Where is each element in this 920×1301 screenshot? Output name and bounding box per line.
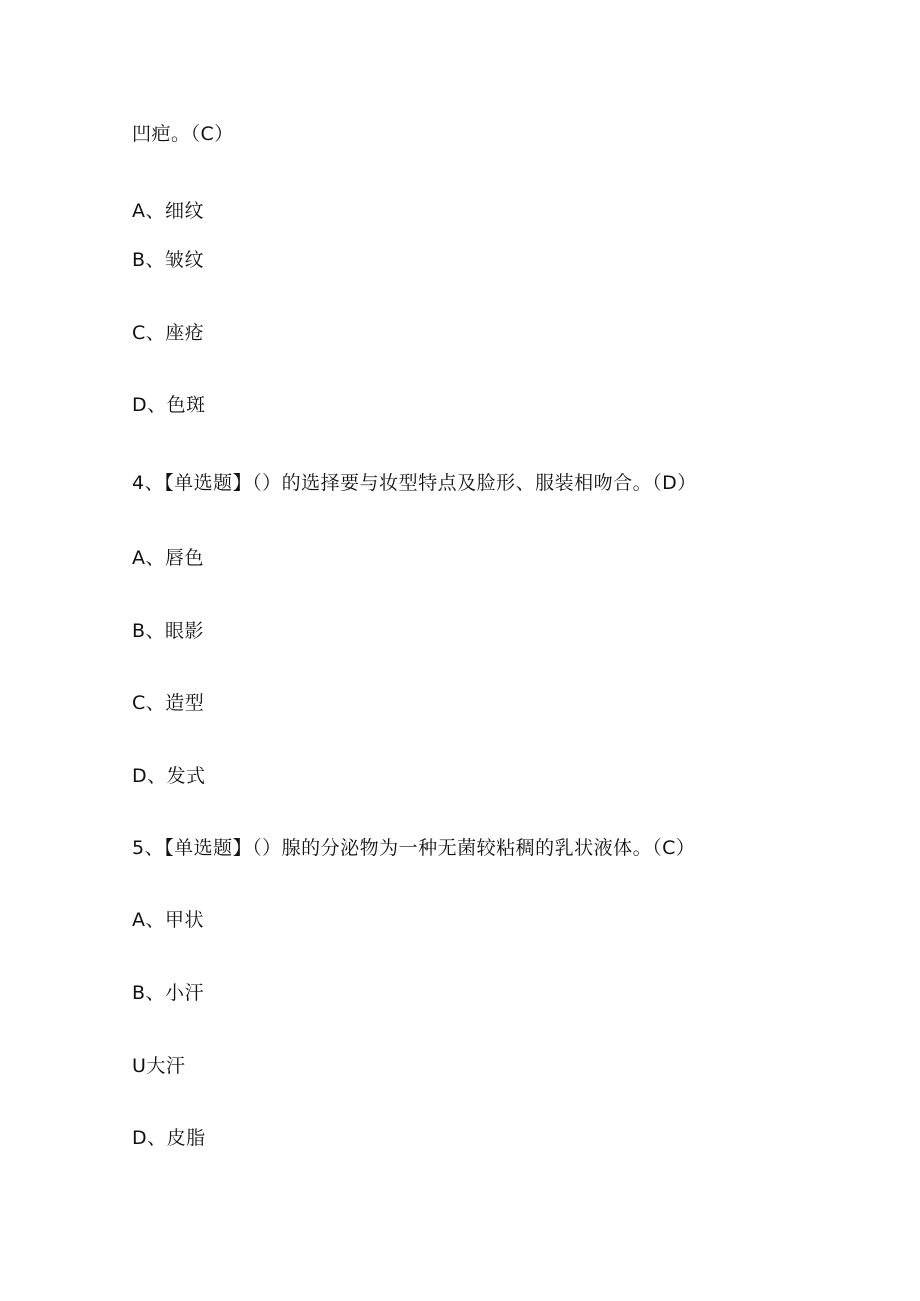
question-3-option-a: A、细纹 (132, 200, 204, 222)
question-4-option-a: A、唇色 (132, 547, 204, 569)
question-4-option-c: C、造型 (132, 692, 205, 714)
question-4-option-b: B、眼影 (132, 620, 205, 642)
question-3-option-b: B、皱纹 (132, 249, 205, 271)
question-5-stem: 5、【单选题】（）腺的分泌物为一种无菌较粘稠的乳状液体。（C） (132, 837, 696, 859)
question-4-stem: 4、【单选题】（）的选择要与妆型特点及脸形、服装相吻合。（D） (132, 472, 697, 494)
question-3-option-d: D、色斑 (132, 394, 206, 416)
question-5-option-a: A、甲状 (132, 909, 204, 931)
question-3-option-c: C、座疮 (132, 322, 205, 344)
question-4-option-d: D、发式 (132, 765, 206, 787)
question-3-tail: 凹疤。（C） (132, 123, 234, 145)
question-5-option-b: B、小汗 (132, 982, 205, 1004)
question-5-option-c: U大汗 (132, 1055, 186, 1077)
question-5-option-d: D、皮脂 (132, 1127, 206, 1149)
